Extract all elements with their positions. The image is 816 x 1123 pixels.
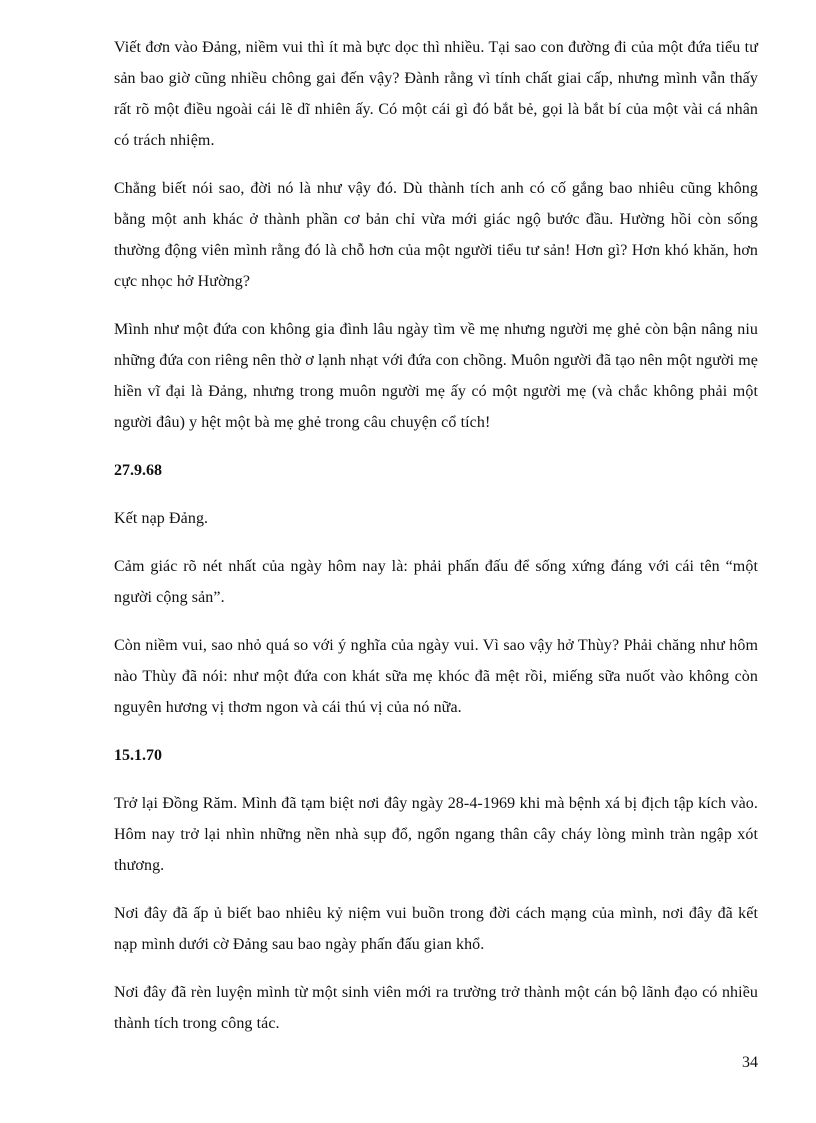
paragraph: Mình như một đứa con không gia đình lâu ngày tìm về mẹ nhưng người mẹ ghẻ còn bận nâng niu những đứa con riêng nên thờ ơ lạnh nhạt với đứa con chồng. Muôn người đã tạo nên một người mẹ hiền vĩ đại là Đảng, nhưng trong muôn người mẹ ấy có một người mẹ (và chắc không phải một người đâu) y hệt một bà mẹ ghẻ trong câu chuyện cổ tích! (114, 321, 758, 431)
document-page (114, 32, 758, 1056)
paragraph: Nơi đây đã rèn luyện mình từ một sinh viên mới ra trường trở thành một cán bộ lãnh đạo có nhiều thành tích trong công tác. (114, 984, 758, 1032)
paragraph: Nơi đây đã ấp ủ biết bao nhiêu kỷ niệm vui buồn trong đời cách mạng của mình, nơi đây đã kết nạp mình dưới cờ Đảng sau bao ngày phấn đấu gian khổ. (114, 905, 758, 953)
paragraph: Chẳng biết nói sao, đời nó là như vậy đó. Dù thành tích anh có cố gắng bao nhiêu cũng không bằng một anh khác ở thành phần cơ bản chỉ vừa mới giác ngộ bước đầu. Hường hồi còn sống thường động viên mình rằng đó là chỗ hơn của một người tiểu tư sản! Hơn gì? Hơn khó khăn, hơn cực nhọc hở Hường? (114, 180, 758, 290)
diary-date-heading: 15.1.70 (114, 747, 162, 764)
paragraph: Trở lại Đồng Răm. Mình đã tạm biệt nơi đây ngày 28-4-1969 khi mà bệnh xá bị địch tập kích vào. Hôm nay trở lại nhìn những nền nhà sụp đổ, ngổn ngang thân cây cháy lòng mình tràn ngập xót thương. (114, 795, 758, 874)
page-number: 34 (742, 1054, 758, 1071)
paragraph: Cảm giác rõ nét nhất của ngày hôm nay là: phải phấn đấu để sống xứng đáng với cái tên “một người cộng sản”. (114, 558, 758, 606)
paragraph: Viết đơn vào Đảng, niềm vui thì ít mà bực dọc thì nhiều. Tại sao con đường đi của một đứa tiểu tư sản bao giờ cũng nhiều chông gai đến vậy? Đành rằng vì tính chất giai cấp, nhưng mình vẫn thấy rất rõ một điều ngoài cái lẽ dĩ nhiên ấy. Có một cái gì đó bắt bẻ, gọi là bắt bí của một vài cá nhân có trách nhiệm. (114, 39, 758, 149)
paragraph: Còn niềm vui, sao nhỏ quá so với ý nghĩa của ngày vui. Vì sao vậy hở Thùy? Phải chăng như hôm nào Thùy đã nói: như một đứa con khát sữa mẹ khóc đã mệt rồi, miếng sữa nuốt vào không còn nguyên hương vị thơm ngon và cái thú vị của nó nữa. (114, 637, 758, 716)
diary-date-heading: 27.9.68 (114, 462, 162, 479)
paragraph: Kết nạp Đảng. (114, 510, 209, 527)
